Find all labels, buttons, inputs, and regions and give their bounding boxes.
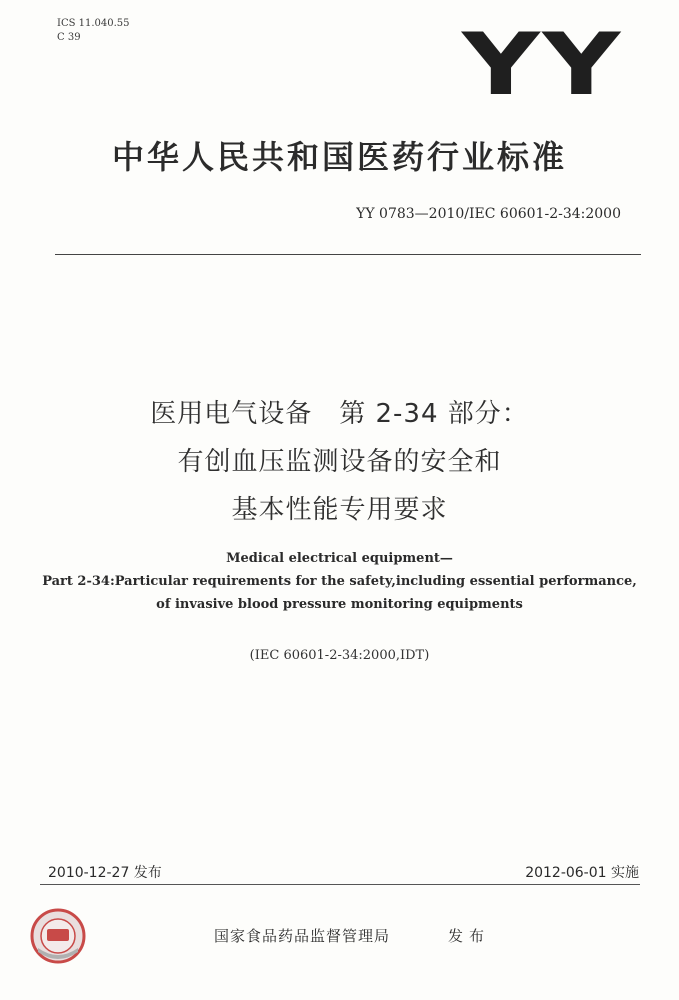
standard-number: YY 0783—2010/IEC 60601-2-34:2000 — [356, 206, 621, 222]
classification-codes — [57, 17, 130, 45]
footer-divider — [40, 884, 640, 885]
ccs-code: C 39 — [57, 32, 81, 43]
ics-code: ICS 11.040.55 — [57, 18, 130, 29]
title-en-line3: of invasive blood pressure monitoring equipments — [156, 597, 523, 612]
issuing-authority: 国家食品药品监督管理局 — [214, 927, 391, 945]
anti-counterfeit-seal-icon — [30, 908, 86, 964]
title-cn-line1: 医用电气设备 第 2-34 部分： — [150, 399, 529, 429]
title-en-line2: Part 2-34:Particular requirements for the safety,including essential performance, — [42, 574, 637, 589]
org-title: 中华人民共和国医药行业标准 — [111, 138, 567, 176]
implementation-date: 2012-06-01 实施 — [525, 865, 639, 881]
title-en-line1: Medical electrical equipment— — [226, 551, 453, 566]
header-divider — [55, 254, 641, 255]
publish-label: 发布 — [448, 927, 491, 945]
iec-reference: (IEC 60601-2-34:2000,IDT) — [249, 648, 430, 663]
yy-logo: YY — [462, 15, 623, 115]
title-cn-line3: 基本性能专用要求 — [231, 495, 448, 525]
title-cn-line2: 有创血压监测设备的安全和 — [177, 447, 502, 477]
issue-date: 2010-12-27 发布 — [48, 865, 162, 881]
